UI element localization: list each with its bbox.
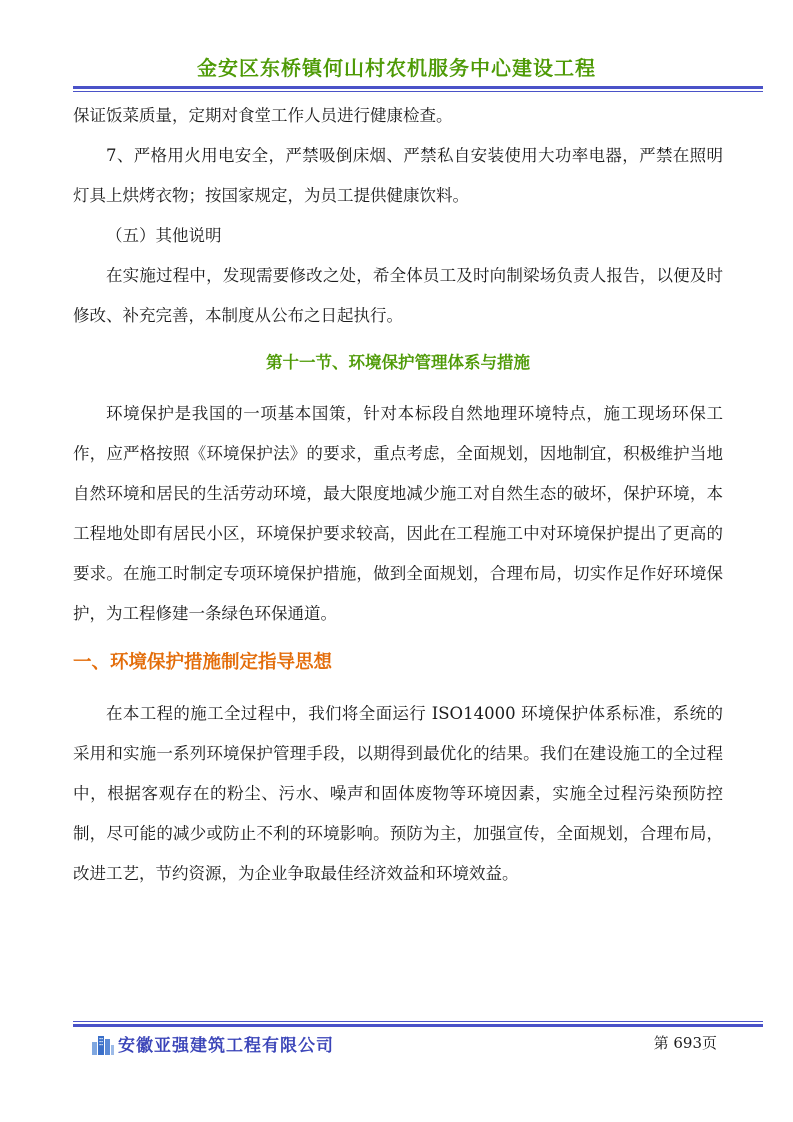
paragraph: 环境保护是我国的一项基本国策，针对本标段自然地理环境特点，施工现场环保工作，应严格按照《环境保护法》的要求，重点考虑，全面规划，因地制宜，积极维护当地自然环境和居民的生活劳动环境，最大限度地减少施工对自然生态的破坏，保护环境，本工程地处即有居民小区，环境保护要求较高，因此在工程施工中对环境保护提出了更高的要求。在施工时制定专项环境保护措施，做到全面规划，合理布局，切实作足作好环境保护，为工程修建一条绿色环保通道。 xyxy=(73,404,723,623)
header-rule-thin xyxy=(73,91,763,92)
page-body xyxy=(73,96,723,894)
section-title: 第十一节、环境保护管理体系与措施 xyxy=(266,353,530,372)
header-rule-thick xyxy=(73,86,763,89)
paragraph: 保证饭菜质量，定期对食堂工作人员进行健康检查。 xyxy=(73,106,453,125)
company-building-logo-icon xyxy=(91,1033,115,1055)
footer-bar xyxy=(73,1030,723,1058)
paragraph: 在实施过程中，发现需要修改之处，希全体员工及时向制梁场负责人报告，以便及时修改、补充完善，本制度从公布之日起执行。 xyxy=(73,266,723,325)
paragraph-heading: （五）其他说明 xyxy=(106,226,222,245)
company-name: 安徽亚强建筑工程有限公司 xyxy=(118,1036,334,1056)
subsection-title: 一、环境保护措施制定指导思想 xyxy=(73,652,333,673)
document-header-title: 金安区东桥镇何山村农机服务中心建设工程 xyxy=(197,56,596,80)
page-number: 第 693页 xyxy=(653,1034,717,1052)
paragraph: 在本工程的施工全过程中，我们将全面运行 ISO14000 环境保护体系标准，系统的采用和实施一系列环境保护管理手段，以期得到最优化的结果。我们在建设施工的全过程中，根据客观存在的粉尘、污水、噪声和固体废物等环境因素，实施全过程污染预防控制，尽可能的减少或防止不利的环境影响。预防为主，加强宣传，全面规划，合理布局，改进工艺，节约资源，为企业争取最佳经济效益和环境效益。 xyxy=(73,704,723,883)
footer-rule-thick xyxy=(73,1024,763,1027)
footer-rule-thin xyxy=(73,1021,763,1022)
paragraph: 7、严格用火用电安全，严禁吸倒床烟、严禁私自安装使用大功率电器，严禁在照明灯具上烘烤衣物；按国家规定，为员工提供健康饮料。 xyxy=(73,146,723,205)
